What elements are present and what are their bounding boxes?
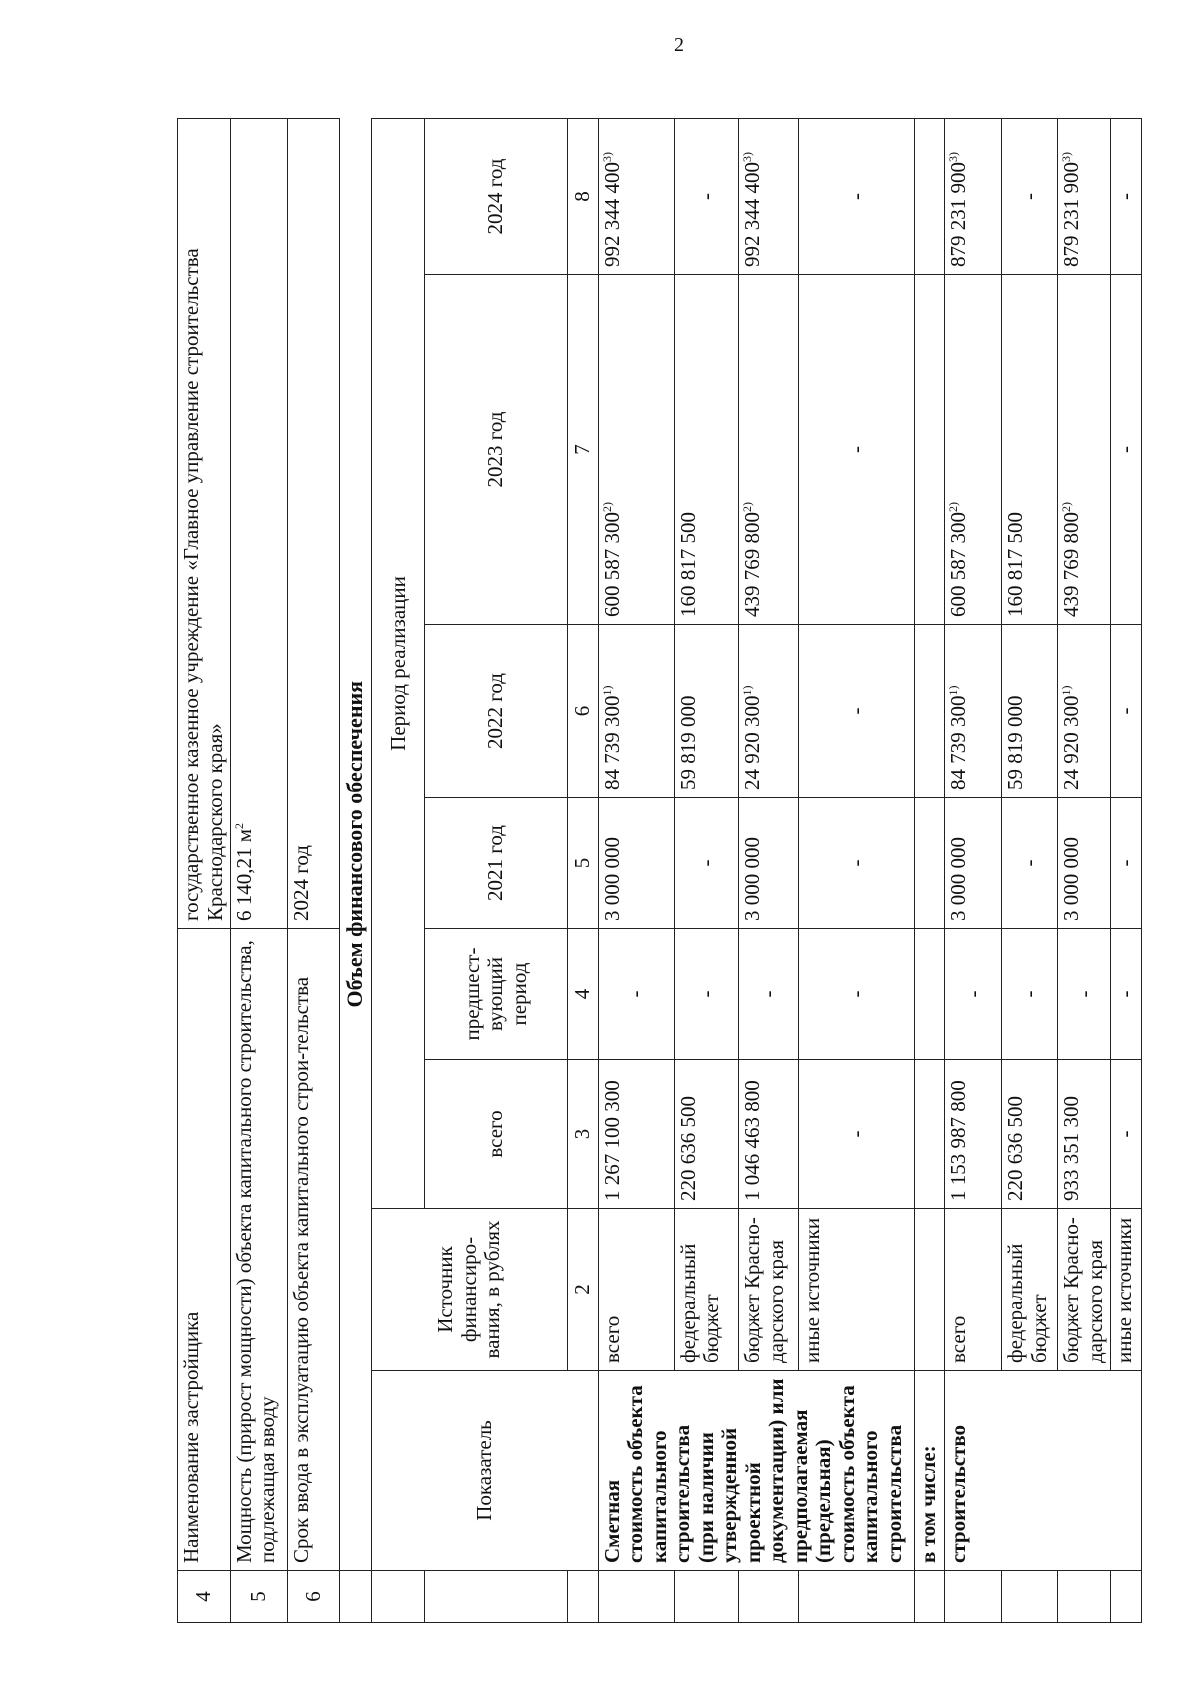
value-cell: 3 000 000 — [945, 798, 1002, 929]
column-number: 2 — [567, 1209, 598, 1371]
header-2023: 2023 год — [425, 275, 568, 625]
value-cell: 992 344 400$^{3)}$ — [739, 118, 799, 274]
value-cell: 933 351 300 — [1058, 1060, 1111, 1209]
value-cell: - — [799, 118, 914, 274]
indicator-cost: Сметная стоимость объекта капитального строительства (при наличии утвержденной проектной документации) или предполагаемая (предельная) стоимость объекта капитального строительства — [598, 1371, 914, 1571]
source-cell: всего — [945, 1209, 1002, 1371]
value-cell: 1 153 987 800 — [945, 1060, 1002, 1209]
source-cell: федеральный бюджет — [674, 1209, 739, 1371]
value-cell: 3 000 000 — [598, 798, 674, 929]
info-row-label: Срок ввода в эксплуатацию объекта капитального строи-тельства — [287, 929, 339, 1571]
including-row — [914, 118, 945, 1622]
value-cell: 160 817 500 — [1002, 275, 1058, 625]
info-row-number: 4 — [178, 1571, 231, 1623]
superscript: 2) — [1059, 502, 1074, 512]
superscript: 3) — [1059, 152, 1074, 162]
superscript: 3) — [599, 152, 614, 162]
superscript: 1) — [740, 685, 755, 696]
value-cell: - — [674, 798, 739, 929]
value-cell: - — [674, 118, 739, 274]
source-cell: бюджет Красно-дарского края — [1058, 1209, 1111, 1371]
superscript: 1) — [599, 685, 614, 696]
value-cell: 1 267 100 300 — [598, 1060, 674, 1209]
value-cell: 24 920 300$^{1)}$ — [1058, 625, 1111, 798]
value-cell: - — [1002, 798, 1058, 929]
value-cell: - — [799, 929, 914, 1060]
value-cell: - — [799, 798, 914, 929]
header-indicator: Показатель — [372, 1371, 598, 1571]
value-cell: - — [739, 929, 799, 1060]
value-cell: - — [799, 275, 914, 625]
value-cell: 600 587 300$^{2)}$ — [598, 275, 674, 625]
source-cell: бюджет Красно-дарского края — [739, 1209, 799, 1371]
value-cell: 439 769 800$^{2)}$ — [739, 275, 799, 625]
value-cell: - — [1058, 929, 1111, 1060]
value-cell: - — [1111, 625, 1142, 798]
value-cell: - — [674, 929, 739, 1060]
column-number: 6 — [567, 625, 598, 798]
value-cell: - — [1002, 929, 1058, 1060]
financing-table — [177, 118, 1142, 1623]
source-cell: федеральный бюджет — [1002, 1209, 1058, 1371]
info-row-6 — [287, 118, 339, 1622]
table-row — [945, 118, 1002, 1622]
info-row-4 — [178, 118, 231, 1622]
info-row-label: Мощность (прирост мощности) объекта капитального строительства, подлежащая вводу — [230, 929, 287, 1571]
value-cell: 439 769 800$^{2)}$ — [1058, 275, 1111, 625]
info-row-number: 6 — [287, 1571, 339, 1623]
table-row — [598, 118, 674, 1622]
value-cell: 3 000 000 — [1058, 798, 1111, 929]
value-cell: 220 636 500 — [674, 1060, 739, 1209]
column-number: 3 — [567, 1060, 598, 1209]
column-number: 8 — [567, 118, 598, 274]
value-cell: - — [598, 929, 674, 1060]
value-cell: 3 000 000 — [739, 798, 799, 929]
value-cell: - — [799, 625, 914, 798]
value-cell: - — [945, 929, 1002, 1060]
header-total: всего — [425, 1060, 568, 1209]
header-period: Период реализации — [372, 118, 425, 1208]
value-cell: 84 739 300$^{1)}$ — [945, 625, 1002, 798]
value-cell: 59 819 000 — [1002, 625, 1058, 798]
source-cell: иные источники — [1111, 1209, 1142, 1371]
source-cell: иные источники — [799, 1209, 914, 1371]
section-title-row — [339, 118, 372, 1622]
info-row-label: Наименование застройщика — [178, 929, 231, 1571]
value-cell: 59 819 000 — [674, 625, 739, 798]
value-cell: 160 817 500 — [674, 275, 739, 625]
superscript: 2 — [231, 822, 246, 829]
column-number: 4 — [567, 929, 598, 1060]
page-number: 2 — [674, 34, 684, 56]
superscript: 1) — [946, 685, 961, 696]
superscript: 2) — [599, 502, 614, 512]
value-cell: 84 739 300$^{1)}$ — [598, 625, 674, 798]
source-cell: всего — [598, 1209, 674, 1371]
value-cell: 1 046 463 800 — [739, 1060, 799, 1209]
including-label: в том числе: — [914, 1371, 945, 1571]
info-row-number: 5 — [230, 1571, 287, 1623]
value-cell: - — [1111, 929, 1142, 1060]
superscript: 3) — [740, 152, 755, 162]
value-cell: 879 231 900$^{3)}$ — [945, 118, 1002, 274]
info-row-value: 2024 год — [287, 118, 339, 928]
info-row-value: 6 140,21 $м^2$ — [230, 118, 287, 928]
indicator-construction: строительство — [945, 1371, 1142, 1571]
info-row-5 — [230, 118, 287, 1622]
section-title: Объем финансового обеспечения — [339, 118, 372, 1570]
rotated-document — [177, 119, 1142, 1623]
value-cell: - — [1111, 275, 1142, 625]
superscript: 1) — [1059, 685, 1074, 696]
value-cell: 24 920 300$^{1)}$ — [739, 625, 799, 798]
value-cell: 992 344 400$^{3)}$ — [598, 118, 674, 274]
header-2022: 2022 год — [425, 625, 568, 798]
column-number: 7 — [567, 275, 598, 625]
header-previous: предшест-вующий период — [425, 929, 568, 1060]
info-row-value: государственное казенное учреждение «Главное управление строительства Краснодарского края» — [178, 118, 231, 928]
header-2021: 2021 год — [425, 798, 568, 929]
column-number: 5 — [567, 798, 598, 929]
value-cell: - — [799, 1060, 914, 1209]
header-row-1 — [372, 118, 425, 1622]
value-cell: 879 231 900$^{3)}$ — [1058, 118, 1111, 274]
value-cell: - — [1111, 1060, 1142, 1209]
value-cell: - — [1111, 118, 1142, 274]
value-cell: - — [1002, 118, 1058, 274]
superscript: 3) — [946, 152, 961, 162]
superscript: 2) — [740, 502, 755, 512]
value-cell: - — [1111, 798, 1142, 929]
value-cell: 600 587 300$^{2)}$ — [945, 275, 1002, 625]
header-source: Источник финансиро-вания, в рублях — [372, 1209, 567, 1371]
header-2024: 2024 год — [425, 118, 568, 274]
superscript: 2) — [946, 502, 961, 512]
value-cell: 220 636 500 — [1002, 1060, 1058, 1209]
